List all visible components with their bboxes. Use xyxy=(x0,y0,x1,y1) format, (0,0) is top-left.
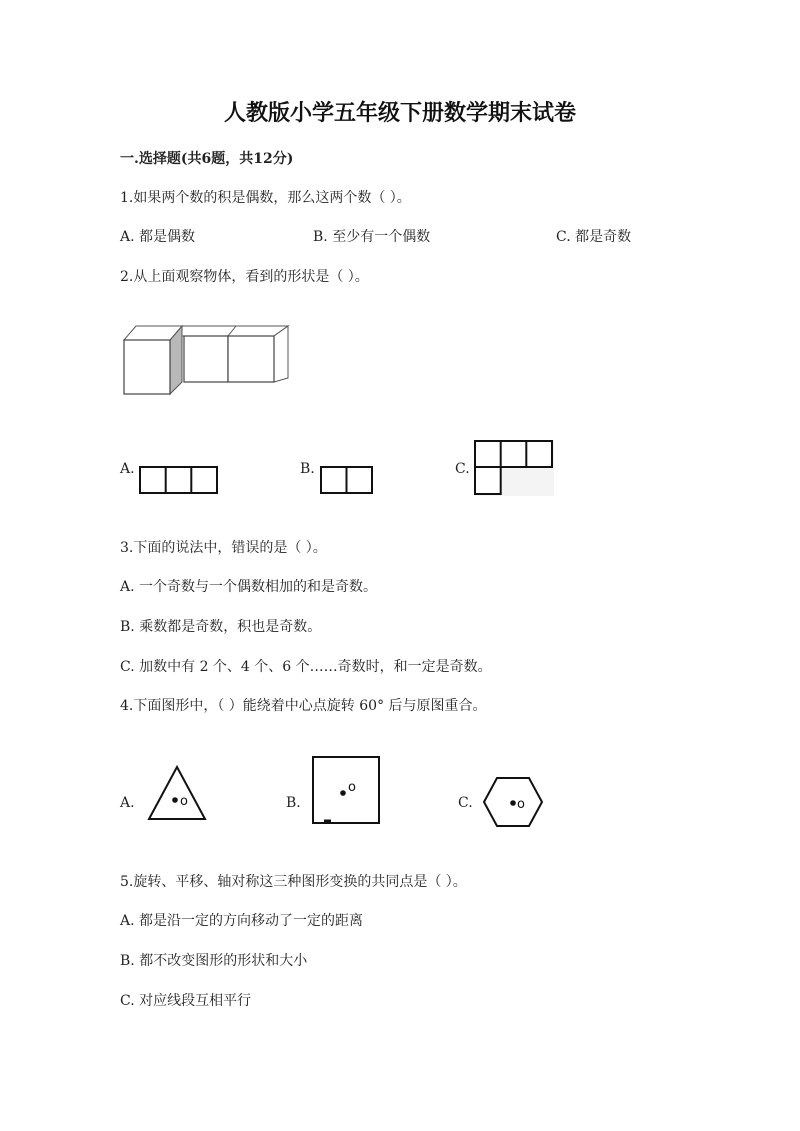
option-a-three-squares-figure xyxy=(139,466,219,494)
cube-arrangement-figure xyxy=(122,322,290,396)
triangle-mark: o xyxy=(180,794,188,809)
question-3-option-c[interactable]: C. 加数中有 2 个、4 个、6 个……奇数时，和一定是奇数。 xyxy=(120,659,492,675)
question-2-stem: 2.从上面观察物体，看到的形状是（ ）。 xyxy=(120,269,369,285)
triangle-figure xyxy=(146,764,208,822)
question-5-stem: 5.旋转、平移、轴对称这三种图形变换的共同点是（ ）。 xyxy=(120,874,467,890)
option-c-l-shape-figure xyxy=(474,440,554,496)
option-b-two-squares-figure xyxy=(320,466,374,494)
question-1-option-a[interactable]: A. 都是偶数 xyxy=(120,229,196,245)
page-title: 人教版小学五年级下册数学期末试卷 xyxy=(223,100,576,126)
question-5-option-b[interactable]: B. 都不改变图形的形状和大小 xyxy=(120,953,308,969)
question-3-option-b[interactable]: B. 乘数都是奇数，积也是奇数。 xyxy=(120,619,322,635)
section-heading: 一.选择题(共6题，共12分) xyxy=(120,151,294,167)
hexagon-figure xyxy=(482,776,544,828)
question-2-option-b[interactable]: B. xyxy=(300,461,315,477)
question-2-option-a[interactable]: A. xyxy=(120,461,135,477)
square-figure xyxy=(311,755,381,825)
question-1-option-c[interactable]: C. 都是奇数 xyxy=(556,229,632,245)
question-4-option-a[interactable]: A. xyxy=(120,795,135,811)
hexagon-mark: o xyxy=(517,797,525,812)
question-4-option-c[interactable]: C. xyxy=(458,795,473,811)
question-4-stem: 4.下面图形中，（ ）能绕着中心点旋转 60° 后与原图重合。 xyxy=(120,698,487,714)
question-5-option-c[interactable]: C. 对应线段互相平行 xyxy=(120,993,252,1009)
question-2-option-c[interactable]: C. xyxy=(455,461,470,477)
question-3-option-a[interactable]: A. 一个奇数与一个偶数相加的和是奇数。 xyxy=(120,579,378,595)
question-1-stem: 1.如果两个数的积是偶数，那么这两个数（ ）。 xyxy=(120,190,411,206)
question-4-option-b[interactable]: B. xyxy=(286,795,301,811)
question-3-stem: 3.下面的说法中，错误的是（ ）。 xyxy=(120,540,327,556)
question-1-option-b[interactable]: B. 至少有一个偶数 xyxy=(313,229,431,245)
square-mark: o xyxy=(348,780,356,795)
question-5-option-a[interactable]: A. 都是沿一定的方向移动了一定的距离 xyxy=(120,913,364,929)
